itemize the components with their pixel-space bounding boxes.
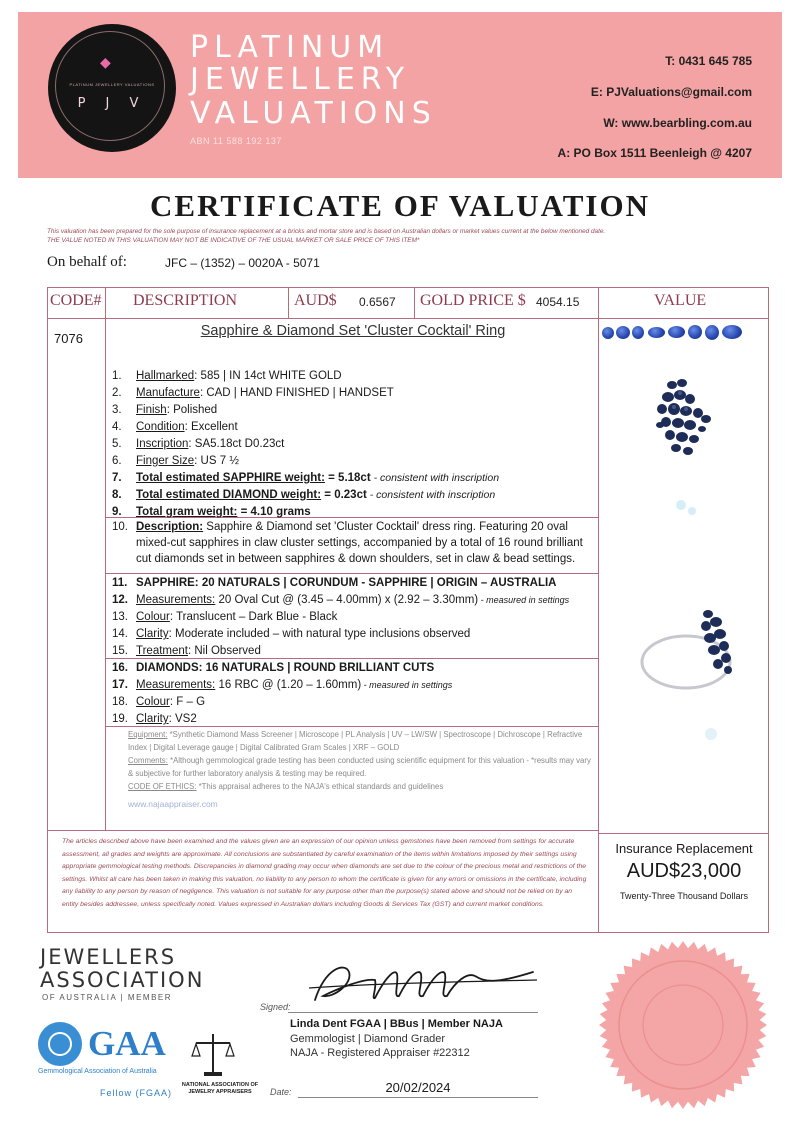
row-number: 13. [112,611,128,623]
disclaimer-line-2: THE VALUE NOTED IN THIS VALUATION MAY NOT BE INDICATIVE OF THE USUAL MARKET OR SALE PRICE OF THIS ITEM* [47,237,420,244]
attribute-key: Measurements: [136,594,216,606]
ring-stone [685,394,695,404]
logo-ring-text: PLATINUM JEWELLERY VALUATIONS [69,82,155,87]
date-value: 20/02/2024 [385,1080,451,1095]
attribute-value: = 5.18ct [328,472,371,484]
attribute-row [112,470,598,487]
ethics-note [128,780,593,793]
attribute-row [112,368,598,385]
embossed-seal [598,940,768,1110]
header-code: CODE# [50,292,102,309]
attribute-row [112,643,598,660]
sapphire-gem-icon [602,327,614,339]
gold-column-divider [414,287,415,319]
ring-stone [719,641,729,651]
diamond-icon: ◆ [100,54,111,70]
insurance-value-words: Twenty-Three Thousand Dollars [620,891,748,901]
fine-print: The articles described above have been examined and the values given are an expression of our opinion unless gemstones have been removed from settings for accurate assessment, all grades and weights are approximate. All conclusions are substantiated by careful examination of the items within limitations imposed by their settings using appropriate gemmological testing methods. Discrepancies in diamond grading may occur when diamonds are set due to the colour of the precious metal and restrictions of the settings. Whilst all care has been taken in making this valuation, no liability to any person to whom the certificate is given for any errors or omissions in the certificate, including any liability to any person by reason of negligence. This valuation is not suitable for any purpose other than the purpose(s) stated above and should not be relied on by an entity besides addressee, unless specifically noted. Values expressed in Australian dollars including Goods & Services Tax (GST) and current market conditions. [62,838,587,908]
attribute-key: Clarity [136,713,169,725]
ethics-text: *This appraisal adheres to the NAJA's ethical standards and guidelines [196,782,444,791]
attribute-note: - consistent with inscription [370,472,500,484]
ring-stone [704,633,716,643]
brand-line-1: PLATINUM [190,30,390,65]
row-number: 14. [112,628,128,640]
contact-email[interactable]: E: PJValuations@gmail.com [590,85,752,99]
gaa-fellow: Fellow (FGAA) [100,1088,173,1098]
ring-stone [710,617,722,627]
sapphire-gem-strip [602,322,768,342]
attribute-key: Colour [136,611,170,623]
contact-website[interactable]: W: www.bearbling.com.au [603,116,752,130]
ring-stone [684,420,696,430]
attribute-row [112,711,598,728]
attribute-key: Hallmarked [136,370,195,382]
contact-phone: T: 0431 645 785 [665,54,752,68]
ring-stone [708,645,720,655]
attribute-key: Finger Size [136,455,195,467]
row-number: 16. [112,662,128,674]
attribute-row [112,677,598,694]
header-value: VALUE [654,292,707,309]
attribute-key: Total estimated SAPPHIRE weight: [136,472,325,484]
attribute-row [112,436,598,453]
description-row [112,519,598,567]
row-number: 5. [112,438,122,450]
ring-stone [721,653,731,663]
comments-note [128,754,593,780]
attribute-value: : Excellent [184,421,238,433]
ring-highlight [684,407,688,411]
comments-key: Comments: [128,756,168,765]
gaa-emblem-icon [38,1022,82,1066]
scales-of-justice-icon [190,1030,236,1078]
attribute-value: = 4.10 grams [240,506,311,518]
attribute-note: - measured in settings [361,680,453,690]
code-column-divider [105,287,106,830]
diamond-section [112,660,598,728]
sapphire-gem-icon [668,326,685,338]
behalf-value: JFC – (1352) – 0020A - 5071 [165,256,320,270]
attribute-value: : F – G [169,696,206,708]
reflection-highlight [676,500,686,510]
row-number: 10. [112,521,128,533]
header-description: DESCRIPTION [133,292,238,309]
ring-stone [701,415,711,423]
row-number: 11. [112,577,128,589]
gaa-subtitle: Gemmological Association of Australia [38,1068,157,1075]
attribute-key: Measurements: [136,679,216,691]
row-number: 15. [112,645,128,657]
ring-stone [689,435,699,443]
attribute-key: Total estimated DIAMOND weight: [136,489,322,501]
logo-letters: P J V [77,96,147,111]
attribute-value: : Moderate included – with natural type inclusions observed [168,628,471,640]
jaa-logo-line-3: OF AUSTRALIA | MEMBER [42,993,173,1002]
ring-stone [671,444,681,452]
row-number: 7. [112,472,122,484]
disclaimer-line-1: This valuation has been prepared for the sole purpose of insurance replacement at a bricks and mortar store and is based on Australian dollars or market values current at the below mentioned date. [47,228,606,235]
attribute-key: Clarity [136,628,169,640]
row-number: 8. [112,489,122,501]
sapphire-heading-row [112,575,598,592]
naja-logo-text: NATIONAL ASSOCIATION OF JEWELRY APPRAISERS [181,1082,259,1095]
ring-stone [665,430,675,440]
ring-stone [672,418,684,428]
aud-column-divider [288,287,289,319]
attribute-row [112,487,598,504]
description-text [136,519,598,567]
attribute-row [112,385,598,402]
attribute-key: Manufacture [136,387,200,399]
attribute-row [112,609,598,626]
diamond-heading: DIAMONDS: 16 NATURALS | ROUND BRILLIANT CUTS [136,662,435,674]
gaa-logo-text: GAA [88,1024,166,1063]
row-number: 18. [112,696,128,708]
attribute-value: : CAD | HAND FINISHED | HANDSET [199,387,394,399]
comments-text: *Although gemmological grade testing has been conducted using scientific equipment for this valuation - *results may vary & subjective for further laboratory analysis & testing may be required. [128,756,591,778]
sapphire-gem-icon [705,325,719,340]
row-number: 19. [112,713,128,725]
sapphire-gem-icon [616,326,630,339]
equipment-note [128,728,593,754]
attribute-row [112,453,598,470]
abn-number: ABN 11 588 192 137 [190,136,282,146]
signature-line [288,1012,538,1013]
row-number: 4. [112,421,122,433]
sapphire-heading: SAPPHIRE: 20 NATURALS | CORUNDUM - SAPPHIRE | ORIGIN – AUSTRALIA [136,577,557,589]
ring-stone [713,659,723,669]
jaa-logo-line-2: ASSOCIATION [40,968,205,992]
row-number: 3. [112,404,122,416]
row-number: 6. [112,455,122,467]
jaa-logo-line-1: JEWELLERS [40,945,177,969]
ring-side-view-photo [636,600,740,700]
ring-highlight [672,405,676,409]
ring-stone [677,379,687,387]
signer-registration: NAJA - Registered Appraiser #22312 [290,1047,470,1059]
attribute-row [112,626,598,643]
attribute-row [112,402,598,419]
attribute-key: Condition [136,421,185,433]
insurance-label: Insurance Replacement [615,841,753,856]
description-key: Description: [136,521,204,533]
ring-stone [703,610,713,618]
attribute-value: : 585 | IN 14ct WHITE GOLD [194,370,342,382]
equipment-text: *Synthetic Diamond Mass Screener | Microscope | PL Analysis | UV – LW/SW | Spectroscope | Dichroscope | Refractive Index | Digital Leverage gauge | Digital Calibrated Gram Scales | XRF – GOLD [128,730,583,752]
brand-line-3: VALUATIONS [190,96,437,131]
attribute-value: 16 RBC @ (1.20 – 1.60mm) [215,679,362,691]
header-banner [18,12,782,178]
gaa-emblem-ring [48,1032,72,1056]
valuation-disclaimer [47,227,772,245]
value-column-divider [598,287,599,933]
row-number: 1. [112,370,122,382]
ring-stone [676,432,688,442]
ring-stone [724,666,732,674]
attribute-value: : US 7 ½ [194,455,239,467]
attribute-key: Finish [136,404,167,416]
item-attribute-list [112,368,598,521]
handwritten-signature [305,958,545,1010]
sapphire-gem-icon [688,325,702,339]
description-value: Sapphire & Diamond set 'Cluster Cocktail' dress ring. Featuring 20 oval mixed-cut sapphires in claw cluster settings, accompanied by a total of 16 round brilliant cut diamonds set in between sapphires & down shoulders, set in claw & bead settings. [136,521,583,565]
item-code: 7076 [54,331,83,346]
sapphire-divider [105,573,598,574]
sapphire-gem-icon [722,325,742,339]
header-row-divider [47,318,769,319]
aud-rate: 0.6567 [359,295,396,309]
insurance-divider [598,833,769,834]
attribute-value: : Polished [166,404,218,416]
attribute-value: = 0.23ct [324,489,367,501]
brand-line-2: JEWELLERY [190,62,411,97]
row-number: 2. [112,387,122,399]
sapphire-gem-icon [648,327,665,338]
ring-stone [667,381,677,389]
reflection-highlight [705,728,717,740]
equipment-key: Equipment: [128,730,168,739]
item-title: Sapphire & Diamond Set 'Cluster Cocktail' Ring [200,323,506,339]
gold-price-value: 4054.15 [536,295,580,309]
ring-stone [698,426,706,432]
attribute-row [112,694,598,711]
date-line [298,1097,538,1098]
attribute-value: : Nil Observed [187,645,261,657]
signer-role: Gemmologist | Diamond Grader [290,1033,446,1045]
attribute-value: : SA5.18ct D0.23ct [188,438,285,450]
attribute-note: - measured in settings [478,595,570,605]
description-block [112,519,598,567]
testing-notes [128,728,593,793]
contact-address: A: PO Box 1511 Beenleigh @ 4207 [557,146,752,160]
row-number: 12. [112,594,128,606]
ring-stone [693,408,703,418]
attribute-row [112,592,598,609]
attribute-key: Total gram weight: [136,506,238,518]
date-label: Date: [270,1087,292,1097]
attribute-note: - consistent with inscription [366,489,496,501]
sapphire-section [112,575,598,660]
row-number: 9. [112,506,122,518]
ring-stone [657,404,667,414]
ring-stone [656,422,664,428]
diamond-heading-row [112,660,598,677]
ring-stone [683,447,693,455]
attribute-value: 20 Oval Cut @ (3.45 – 4.00mm) x (2.92 – 3.30mm) [215,594,479,606]
header-gold-price: GOLD PRICE $ [420,292,526,309]
attribute-value: : VS2 [168,713,197,725]
attribute-key: Treatment [136,645,188,657]
ring-top-view-photo [640,375,724,459]
ring-stone [662,392,674,402]
seal-outline [599,941,767,1109]
signer-name: Linda Dent FGAA | BBus | Member NAJA [290,1018,503,1030]
behalf-label: On behalf of: [47,254,127,270]
certificate-title: CERTIFICATE OF VALUATION [150,188,650,223]
naja-website-link[interactable]: www.najaappraiser.com [128,799,218,809]
fine-print-divider [47,830,599,831]
attribute-value: : Translucent – Dark Blue - Black [169,611,338,623]
insurance-value: AUD$23,000 [626,860,742,882]
row-number: 17. [112,679,128,691]
attribute-key: Colour [136,696,170,708]
attribute-key: Inscription [136,438,189,450]
sapphire-gem-icon [632,326,644,339]
ring-highlight [678,391,682,395]
attribute-row [112,419,598,436]
reflection-highlight [688,507,696,515]
ring-stone [701,621,711,631]
pjv-logo [48,24,176,152]
header-aud: AUD$ [294,292,337,309]
signed-label: Signed: [260,1002,291,1012]
ethics-key: CODE OF ETHICS: [128,782,197,791]
